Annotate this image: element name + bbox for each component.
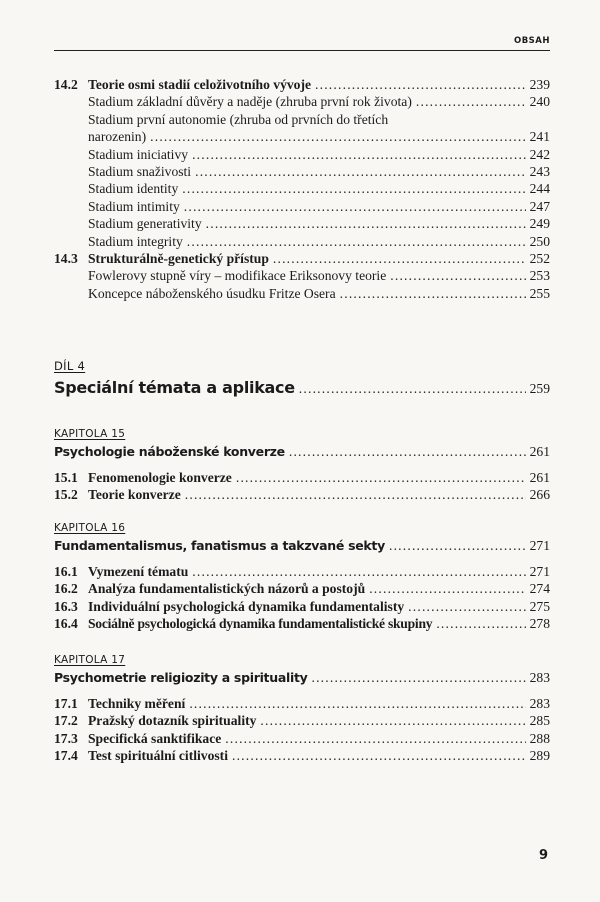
chapter-kicker: KAPITOLA 16 — [54, 522, 126, 534]
entry-title: Stadium generativity — [88, 216, 202, 232]
chapter-title: Psychometrie religiozity a spirituality — [54, 670, 308, 685]
toc-entry[interactable] — [54, 111, 550, 128]
entry-page: 278 — [529, 616, 550, 632]
entry-title: Stadium intimity — [88, 198, 180, 214]
toc-entry-15-2[interactable] — [54, 486, 550, 503]
entry-title: Stadium identity — [88, 181, 179, 197]
leader-dots — [311, 668, 525, 688]
entry-page: 261 — [529, 470, 550, 485]
toc-entry[interactable] — [54, 267, 550, 284]
leader-dots — [390, 267, 525, 284]
entry-page: 271 — [529, 564, 550, 579]
entry-title: Specifická sanktifikace — [88, 730, 222, 746]
entry-page: 274 — [529, 581, 550, 597]
toc-section-14 — [54, 76, 550, 302]
leader-dots — [192, 146, 526, 163]
chapter-page: 271 — [529, 538, 550, 553]
toc-entry[interactable] — [54, 180, 550, 197]
entry-number: 17.1 — [54, 696, 78, 711]
entry-page: 252 — [529, 250, 550, 266]
leader-dots — [236, 469, 526, 486]
leader-dots — [232, 747, 526, 764]
chapter-page: 283 — [529, 670, 550, 685]
entry-page: 285 — [529, 713, 550, 729]
toc-entry[interactable] — [54, 163, 550, 180]
chapter-title: Fundamentalismus, fanatismus a takzvané sekty — [54, 538, 385, 553]
toc-entry-14-3[interactable] — [54, 250, 550, 267]
toc-entry[interactable] — [54, 93, 550, 110]
leader-dots — [408, 598, 525, 615]
toc-entry-14-2[interactable] — [54, 76, 550, 93]
leader-dots — [273, 250, 526, 267]
running-head — [54, 30, 550, 51]
entry-page: 253 — [529, 268, 550, 284]
leader-dots — [369, 580, 525, 597]
leader-dots — [195, 163, 526, 180]
entry-page: 241 — [529, 129, 550, 145]
entry-page: 283 — [529, 696, 550, 711]
leader-dots — [416, 93, 526, 110]
toc-entry-17-2[interactable] — [54, 712, 550, 729]
leader-dots — [340, 285, 526, 302]
entry-number: 15.2 — [54, 487, 78, 503]
entry-number: 14.3 — [54, 250, 78, 266]
entry-title: Analýza fundamentalistických názorů a postojů — [88, 581, 366, 597]
toc-entry[interactable] — [54, 198, 550, 215]
toc-chapter-15 — [54, 426, 550, 504]
entry-title: Strukturálně-genetický přístup — [88, 250, 269, 266]
entry-page: 240 — [529, 94, 550, 110]
leader-dots — [184, 198, 526, 215]
entry-page: 249 — [529, 216, 550, 232]
toc-entry[interactable] — [54, 215, 550, 232]
entry-title: Techniky měření — [88, 696, 186, 711]
entry-title: Pražský dotazník spirituality — [88, 713, 257, 729]
toc-chapter-17 — [54, 652, 550, 765]
toc-entry[interactable] — [54, 233, 550, 250]
part-title: Speciální témata a aplikace — [54, 378, 295, 397]
toc-part-4 — [54, 358, 550, 400]
entry-page: 243 — [529, 163, 550, 179]
entry-page: 289 — [529, 748, 550, 764]
leader-dots — [260, 712, 525, 729]
entry-title: Stadium snaživosti — [88, 163, 192, 179]
entry-number: 16.3 — [54, 598, 78, 614]
toc-entry-17-3[interactable] — [54, 730, 550, 747]
entry-page: 288 — [529, 730, 550, 746]
entry-page: 255 — [529, 285, 550, 301]
leader-dots — [192, 563, 525, 580]
entry-page: 250 — [529, 233, 550, 249]
entry-number: 17.2 — [54, 713, 78, 729]
entry-page: 242 — [529, 146, 550, 162]
leader-dots — [150, 128, 525, 145]
toc-entry-16-4[interactable] — [54, 615, 550, 632]
leader-dots — [189, 695, 525, 712]
chapter-title-row[interactable] — [54, 668, 550, 688]
entry-title: Stadium první autonomie (zhruba od prvních do třetích — [88, 111, 389, 127]
entry-page: 266 — [529, 487, 550, 503]
leader-dots — [436, 615, 525, 632]
leader-dots — [187, 233, 526, 250]
entry-number: 15.1 — [54, 470, 78, 485]
entry-page: 275 — [529, 598, 550, 614]
entry-number: 17.4 — [54, 748, 78, 764]
part-title-row[interactable] — [54, 376, 550, 400]
toc-chapter-16 — [54, 520, 550, 633]
chapter-kicker: KAPITOLA 15 — [54, 428, 126, 440]
chapter-title: Psychologie náboženské konverze — [54, 444, 285, 459]
leader-dots — [225, 730, 525, 747]
toc-entry-16-2[interactable] — [54, 580, 550, 597]
page-number: 9 — [538, 848, 548, 863]
toc-entry[interactable] — [54, 285, 550, 302]
toc-entry-16-1[interactable] — [54, 563, 550, 580]
entry-title: Fowlerovy stupně víry – modifikace Eriksonovy teorie — [88, 268, 387, 284]
toc-entry-15-1[interactable] — [54, 469, 550, 486]
entry-title: Stadium základní důvěry a naděje (zhruba první rok života) — [88, 94, 412, 110]
chapter-page: 261 — [529, 444, 550, 459]
leader-dots — [206, 215, 526, 232]
entry-number: 16.4 — [54, 616, 78, 632]
leader-dots — [185, 486, 526, 503]
toc-entry[interactable] — [54, 128, 550, 145]
leader-dots — [289, 442, 526, 462]
chapter-kicker: KAPITOLA 17 — [54, 654, 126, 666]
entry-title: Stadium integrity — [88, 233, 183, 249]
entry-number: 17.3 — [54, 730, 78, 746]
entry-number: 14.2 — [54, 77, 78, 92]
entry-title: Stadium iniciativy — [88, 146, 189, 162]
leader-dots — [315, 76, 526, 93]
entry-page: 247 — [529, 198, 550, 214]
entry-page: 239 — [529, 77, 550, 92]
entry-number: 16.2 — [54, 581, 78, 597]
toc-entry-17-1[interactable] — [54, 695, 550, 712]
chapter-title-row[interactable] — [54, 536, 550, 556]
part-kicker: DÍL 4 — [54, 359, 86, 373]
entry-title: Vymezení tématu — [88, 564, 189, 579]
toc-entry-16-3[interactable] — [54, 598, 550, 615]
entry-title: Test spirituální citlivosti — [88, 748, 228, 764]
entry-title: narozenin) — [88, 129, 147, 145]
entry-title: Individuální psychologická dynamika fundamentalisty — [88, 598, 405, 614]
entry-number: 16.1 — [54, 564, 78, 579]
toc-entry-17-4[interactable] — [54, 747, 550, 764]
entry-title: Sociálně psychologická dynamika fundamentalistické skupiny — [88, 616, 433, 632]
toc-entry[interactable] — [54, 146, 550, 163]
running-head-label: OBSAH — [513, 36, 550, 46]
leader-dots — [389, 536, 526, 556]
part-page: 259 — [529, 381, 550, 396]
entry-title: Koncepce náboženského úsudku Fritze Osera — [88, 285, 336, 301]
entry-title: Teorie osmi stadií celoživotního vývoje — [88, 77, 312, 92]
entry-page: 244 — [529, 181, 550, 197]
entry-title: Fenomenologie konverze — [88, 470, 232, 485]
leader-dots — [299, 377, 526, 401]
leader-dots — [182, 180, 525, 197]
chapter-title-row[interactable] — [54, 442, 550, 462]
entry-title: Teorie konverze — [88, 487, 181, 503]
